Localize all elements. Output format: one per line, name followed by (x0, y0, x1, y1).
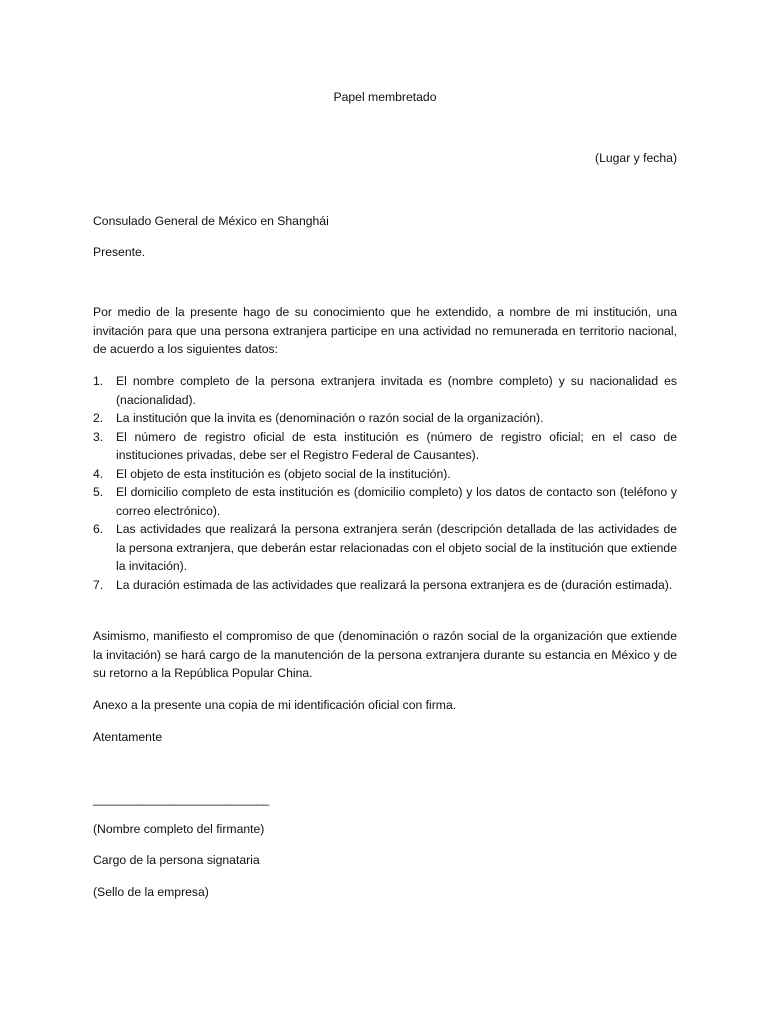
list-item-number: 7. (93, 577, 104, 592)
list-item (93, 520, 677, 576)
letterhead-title: Papel membretado (333, 90, 437, 104)
list-item (93, 483, 677, 520)
signer-name: (Nombre completo del firmante) (93, 822, 265, 836)
list-item-number: 4. (93, 466, 104, 481)
closing: Atentamente (93, 730, 163, 744)
list-item-number: 6. (93, 522, 104, 536)
annex-paragraph: Anexo a la presente una copia de mi identificación oficial con firma. (93, 698, 457, 712)
list-item-text: El número de registro oficial de esta institución es (número de registro oficial; en el caso de instituciones privadas, debe ser el Registro Federal de Causantes). (116, 429, 677, 462)
list-item-number: 2. (93, 411, 104, 425)
signer-position: Cargo de la persona signataria (93, 853, 260, 867)
company-seal: (Sello de la empresa) (93, 885, 209, 899)
data-list (93, 372, 677, 594)
list-item-text: El domicilio completo de esta institución es (domicilio completo) y los datos de contacto son (teléfono y correo electrónico). (116, 485, 677, 518)
list-item-number: 5. (93, 485, 104, 499)
list-item-text: La institución que la invita es (denominación o razón social de la organización). (116, 411, 544, 425)
list-item-text: El objeto de esta institución es (objeto social de la institución). (116, 466, 451, 481)
list-item-text: El nombre completo de la persona extranjera invitada es (nombre completo) y su nacionalidad es (nacionalidad). (116, 374, 677, 407)
recipient: Consulado General de México en Shanghái (93, 214, 329, 228)
intro-paragraph: Por medio de la presente hago de su conocimiento que he extendido, a nombre de mi institución, una invitación para que una persona extranjera participe en una actividad no remunerada en territorio nacional, de acuerdo a los siguientes datos: (93, 305, 677, 356)
signature-line: ____________________________ (93, 792, 269, 806)
list-item (93, 576, 677, 595)
list-item-number: 1. (93, 374, 104, 388)
list-item (93, 409, 677, 428)
greeting: Presente. (93, 245, 146, 259)
list-item (93, 372, 677, 409)
list-item (93, 428, 677, 465)
commitment-paragraph: Asimismo, manifiesto el compromiso de que (denominación o razón social de la organización que extiende la invitación) se hará cargo de la manutención de la persona extranjera durante su estancia en México y de su retorno a la República Popular China. (93, 629, 677, 680)
place-date: (Lugar y fecha) (595, 151, 677, 165)
list-item (93, 465, 677, 484)
list-item-text: Las actividades que realizará la persona extranjera serán (descripción detallada de las actividades de la persona extranjera, que deberán estar relacionadas con el objeto social de la institución que extiende la invitación). (116, 522, 677, 573)
list-item-number: 3. (93, 429, 104, 444)
list-item-text: La duración estimada de las actividades que realizará la persona extranjera es de (duración estimada). (116, 577, 673, 592)
